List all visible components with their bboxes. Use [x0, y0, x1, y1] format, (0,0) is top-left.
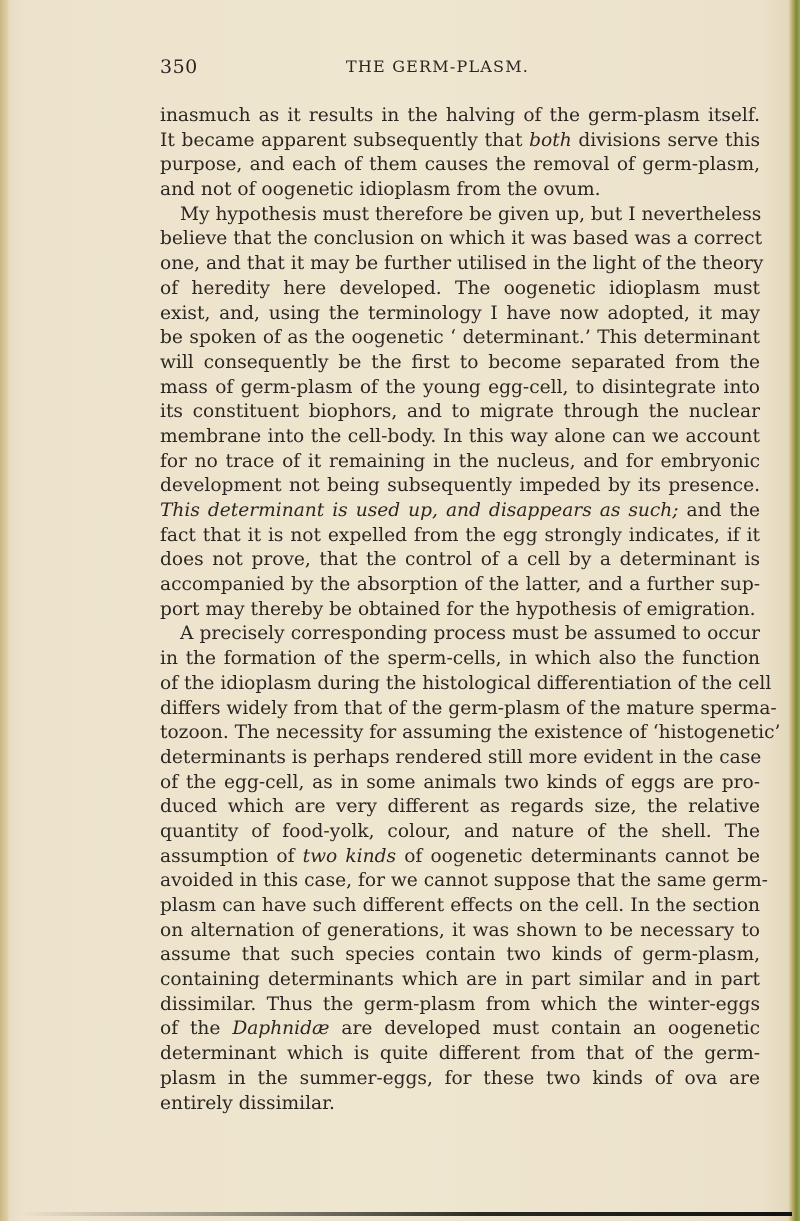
text-span: be spoken of as the oogenetic ‘ determinant.’ This determinant	[160, 327, 760, 349]
text-span: and the	[678, 500, 760, 521]
text-line	[160, 746, 760, 771]
text-line	[160, 548, 760, 573]
running-head: THE GERM-PLASM.	[346, 57, 530, 76]
italic-text: both	[529, 129, 572, 151]
text-line	[160, 425, 760, 450]
text-line	[160, 277, 760, 302]
text-span: mass of germ-plasm of the young egg-cell, to disintegrate into	[160, 376, 760, 398]
text-span: quantity of food-yolk, colour, and nature of the shell. The	[160, 820, 760, 842]
text-line	[160, 598, 760, 623]
text-line	[160, 771, 760, 796]
text-span: A precisely corresponding process must be assumed to occur	[180, 623, 760, 645]
italic-text: This determinant is used up, and disappears as such;	[160, 500, 679, 521]
text-line	[160, 203, 760, 228]
text-line	[160, 919, 760, 944]
text-span: of heredity here developed. The oogenetic idioplasm must	[160, 277, 760, 299]
text-span: of the idioplasm during the histological differentiation of the cell	[160, 672, 772, 694]
text-span: inasmuch as it results in the halving of the germ-plasm itself.	[160, 105, 760, 126]
text-line	[160, 672, 772, 697]
text-line	[160, 1017, 760, 1042]
text-line	[160, 178, 760, 203]
text-span: purpose, and each of them causes the removal of germ-plasm,	[160, 154, 760, 176]
text-line	[160, 993, 760, 1018]
page-left-edge	[0, 0, 10, 1221]
text-line	[160, 943, 760, 968]
text-span: tozoon. The necessity for assuming the existence of ‘histogenetic’	[160, 722, 781, 744]
text-line	[160, 647, 760, 672]
text-span: accompanied by the absorption of the latter, and a further sup-	[160, 574, 760, 596]
text-line	[160, 869, 768, 894]
text-span: port may thereby be obtained for the hypothesis of emigration.	[160, 598, 756, 620]
text-line	[160, 1092, 760, 1117]
text-span: determinants is perhaps rendered still more evident in the case	[160, 746, 762, 768]
text-span: are developed must contain an oogenetic	[329, 1018, 761, 1040]
page-right-edge	[788, 0, 800, 1221]
text-span: dissimilar. Thus the germ-plasm from which the winter-eggs	[160, 993, 760, 1015]
text-span: development not being subsequently impeded by its presence.	[160, 475, 760, 497]
text-span: fact that it is not expelled from the egg strongly indicates, if it	[160, 524, 760, 546]
text-line	[160, 721, 781, 746]
text-line	[160, 104, 760, 129]
text-line	[160, 820, 760, 845]
text-line	[160, 450, 760, 475]
text-span: and not of oogenetic idioplasm from the ovum.	[160, 179, 601, 201]
page-header	[160, 56, 760, 82]
text-span: assume that such species contain two kinds of germ-plasm,	[160, 944, 760, 966]
text-span: It became apparent subsequently that	[160, 129, 530, 151]
text-line	[160, 968, 760, 993]
text-span: membrane into the cell-body. In this way alone can we account	[160, 425, 760, 447]
text-line	[160, 153, 760, 178]
text-line	[160, 894, 760, 919]
body-text	[160, 104, 781, 1116]
text-span: divisions serve this	[571, 129, 760, 151]
text-span: exist, and, using the terminology I have now adopted, it may	[160, 302, 760, 324]
text-line	[160, 351, 760, 376]
page-number: 350	[160, 56, 198, 78]
text-span: entirely dissimilar.	[160, 1092, 335, 1114]
text-line	[160, 252, 764, 277]
text-line	[160, 376, 760, 401]
text-span: of the	[160, 1018, 233, 1040]
text-line	[160, 499, 760, 524]
text-line	[160, 1042, 760, 1067]
text-span: believe that the conclusion on which it was based was a correct	[160, 228, 763, 250]
text-span: in the formation of the sperm-cells, in which also the function	[160, 648, 760, 670]
text-line	[160, 474, 760, 499]
text-span: its constituent biophors, and to migrate through the nuclear	[160, 401, 760, 423]
text-span: containing determinants which are in part similar and in part	[160, 969, 760, 991]
text-span: differs widely from that of the germ-plasm of the mature sperma-	[160, 697, 777, 719]
text-span: of the egg-cell, as in some animals two kinds of eggs are pro-	[160, 771, 760, 793]
text-span: plasm can have such different effects on the cell. In the section	[160, 895, 760, 916]
bottom-edge-rule	[20, 1212, 792, 1216]
text-span: plasm in the summer-eggs, for these two kinds of ova are	[160, 1067, 760, 1089]
text-line	[160, 845, 760, 870]
text-span: will consequently be the first to become separated from the	[160, 351, 760, 373]
text-line	[160, 622, 760, 647]
text-span: avoided in this case, for we cannot suppose that the same germ-	[160, 870, 768, 892]
text-line	[160, 573, 760, 598]
text-line	[160, 129, 760, 154]
text-span: on alternation of generations, it was shown to be necessary to	[160, 919, 760, 941]
text-span: for no trace of it remaining in the nucleus, and for embryonic	[160, 450, 760, 472]
text-line	[160, 326, 760, 351]
text-line	[160, 227, 763, 252]
text-span: one, and that it may be further utilised in the light of the theory	[160, 253, 764, 275]
text-span: assumption of	[160, 845, 303, 867]
text-line	[160, 795, 760, 820]
italic-text: Daphnidæ	[232, 1018, 330, 1040]
text-line	[160, 1067, 760, 1092]
text-span: duced which are very different as regards size, the relative	[160, 796, 760, 818]
text-span: determinant which is quite different from that of the germ-	[160, 1043, 760, 1065]
text-line	[160, 524, 760, 549]
italic-text: two kinds	[302, 845, 397, 867]
text-line	[160, 400, 760, 425]
text-line	[160, 697, 777, 722]
text-span: of oogenetic determinants cannot be	[396, 845, 760, 867]
text-span: My hypothesis must therefore be given up, but I nevertheless	[180, 203, 762, 225]
text-line	[160, 302, 760, 327]
text-span: does not prove, that the control of a cell by a determinant is	[160, 549, 760, 571]
